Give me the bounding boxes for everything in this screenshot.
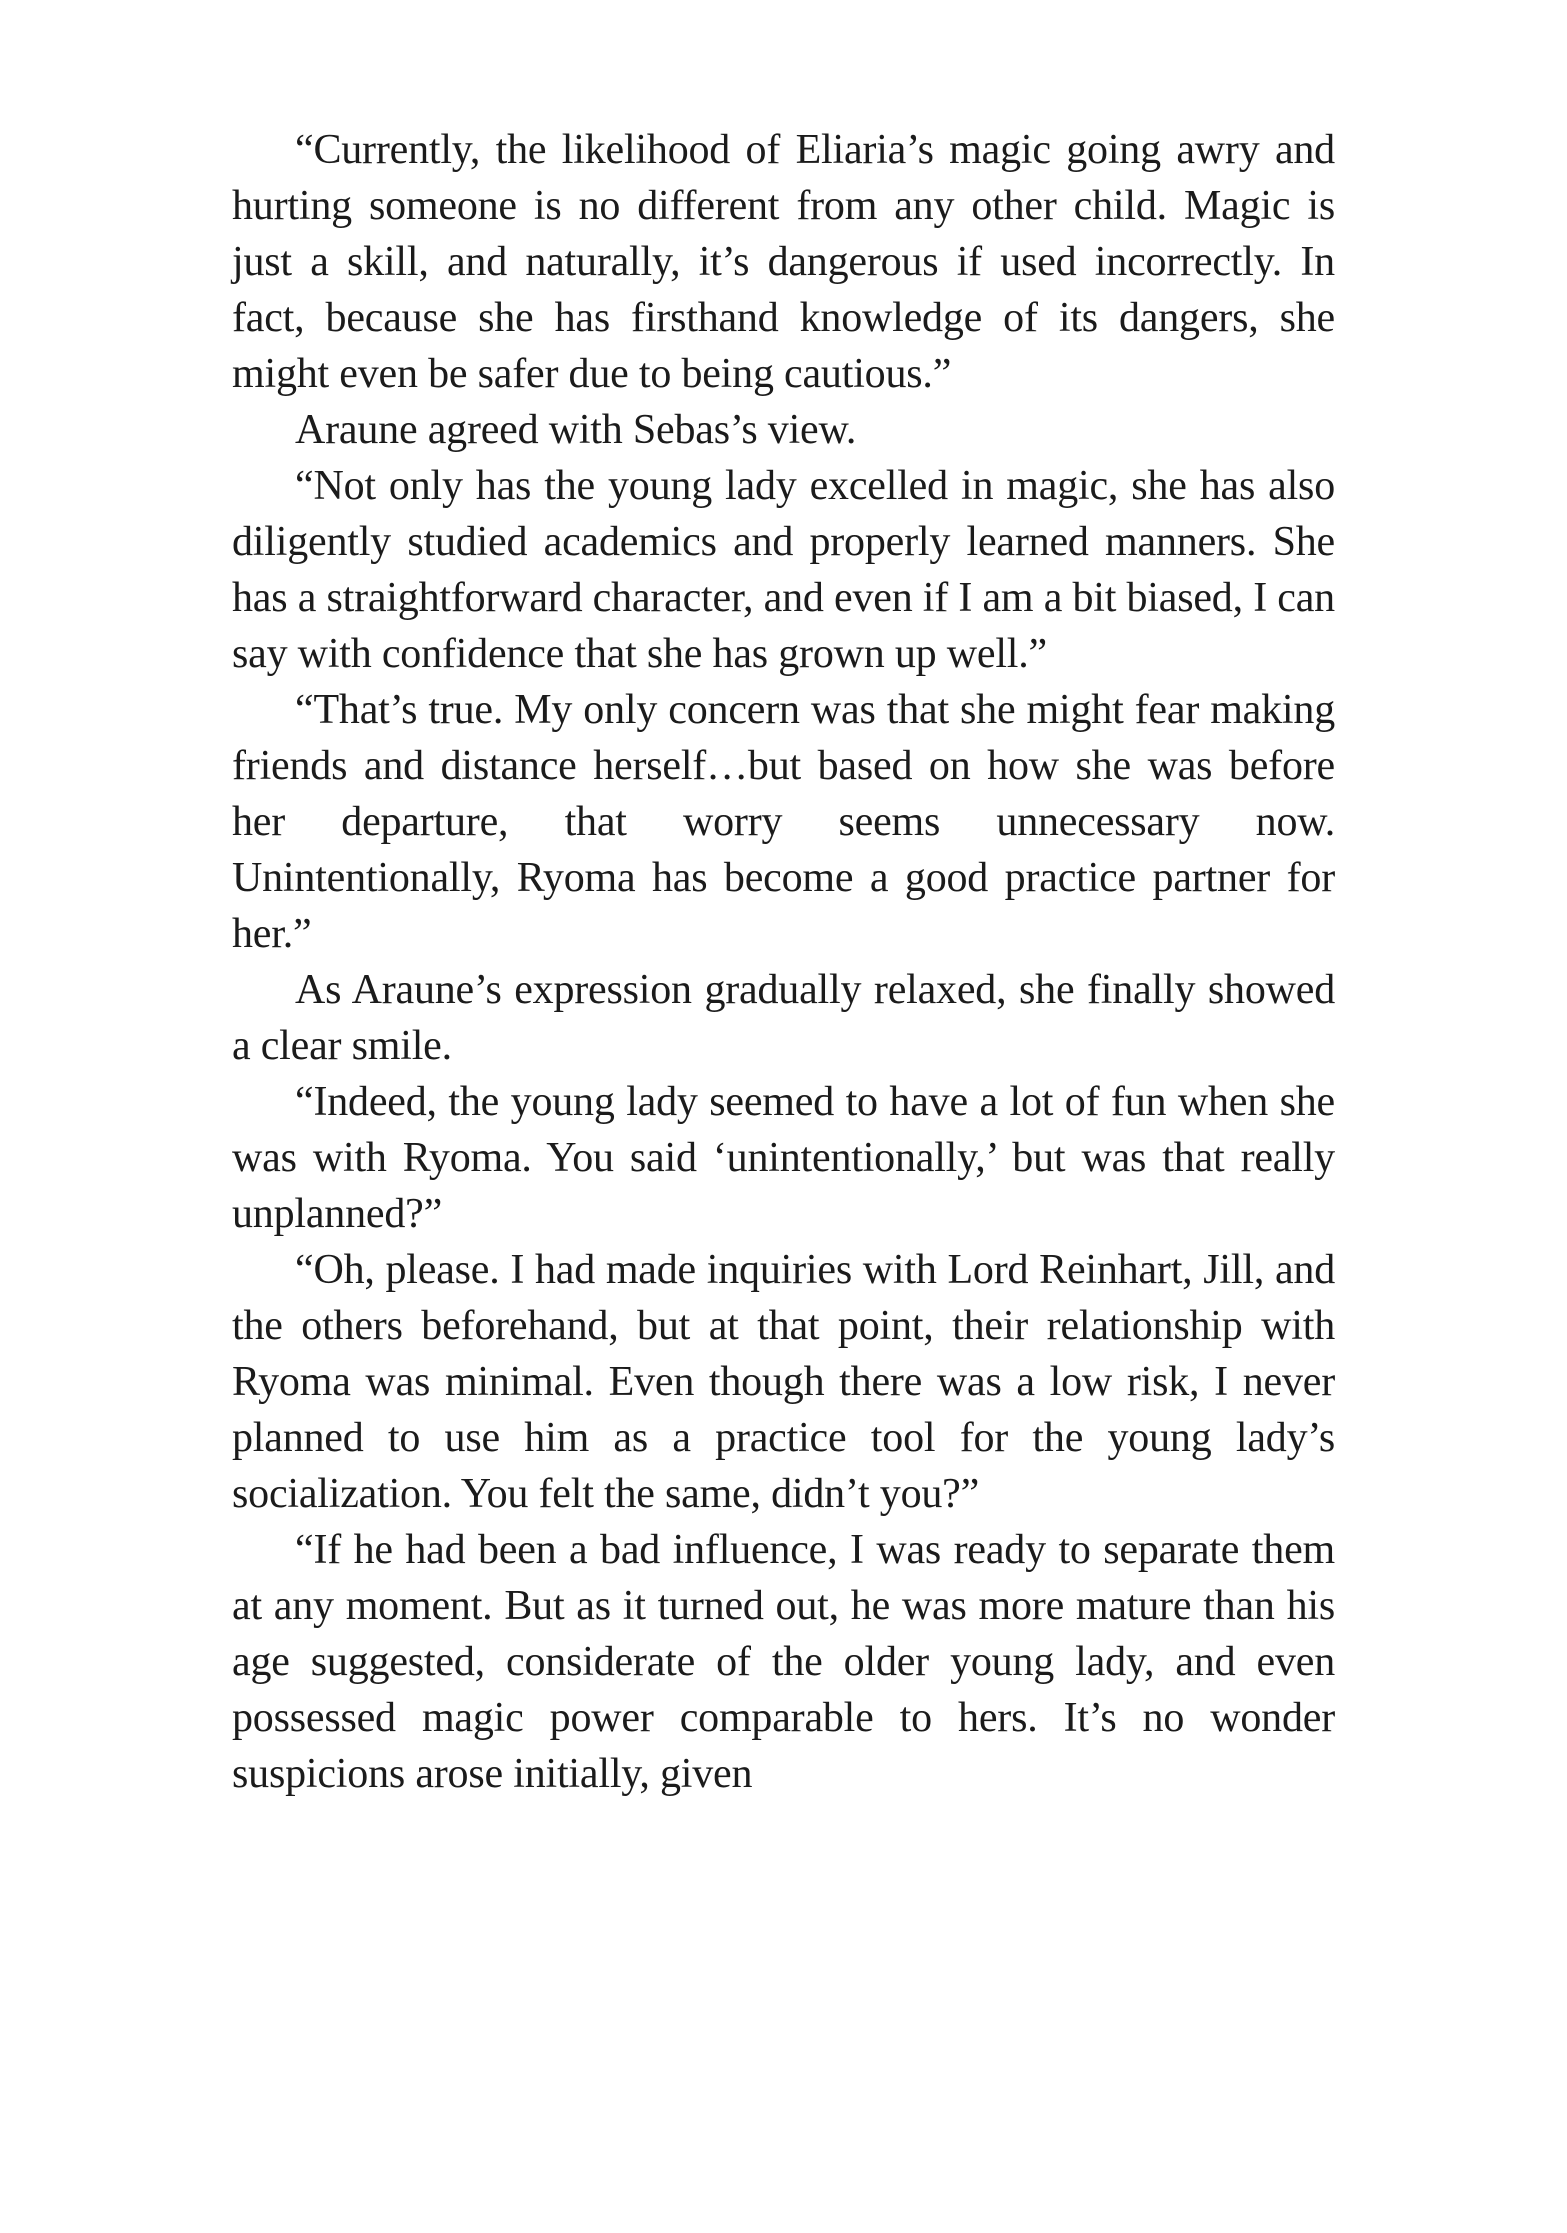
- paragraph-dialogue-bad-influence: “If he had been a bad influence, I was ready to separate them at any moment. But as it turned out, he was more mature than his age suggested, considerate of the older young lady, and even possessed magic power comparable to hers. It’s no wonder suspicions arose initially, given: [232, 1527, 1335, 1797]
- paragraph-narration-expression: As Araune’s expression gradually relaxed, she finally showed a clear smile.: [232, 967, 1335, 1069]
- paragraph-dialogue-sebas: “Currently, the likelihood of Eliaria’s magic going awry and hurting someone is no different from any other child. Magic is just a skill, and naturally, it’s dangerous if used incorrectly. In fact, because she has firsthand knowledge of its dangers, she might even be safer due to being cautious.”: [232, 127, 1335, 397]
- paragraph-narration-araune-agreed: Araune agreed with Sebas’s view.: [295, 407, 857, 453]
- paragraph-dialogue-araune: “Not only has the young lady excelled in magic, she has also diligently studied academics and properly learned manners. She has a straightforward character, and even if I am a bit biased, I can say with confidence that she has grown up well.”: [232, 463, 1335, 677]
- page-text: [232, 122, 1335, 1802]
- paragraph-dialogue-thats-true: “That’s true. My only concern was that she might fear making friends and distance herself…but based on how she was before her departure, that worry seems unnecessary now. Unintentionally, Ryoma has become a good practice partner for her.”: [232, 687, 1335, 957]
- paragraph-dialogue-oh-please: “Oh, please. I had made inquiries with Lord Reinhart, Jill, and the others beforehand, but at that point, their relationship with Ryoma was minimal. Even though there was a low risk, I never planned to use him as a practice tool for the young lady’s socialization. You felt the same, didn’t you?”: [232, 1247, 1335, 1517]
- paragraph-dialogue-indeed: “Indeed, the young lady seemed to have a lot of fun when she was with Ryoma. You said ‘unintentionally,’ but was that really unplanned?”: [232, 1079, 1335, 1237]
